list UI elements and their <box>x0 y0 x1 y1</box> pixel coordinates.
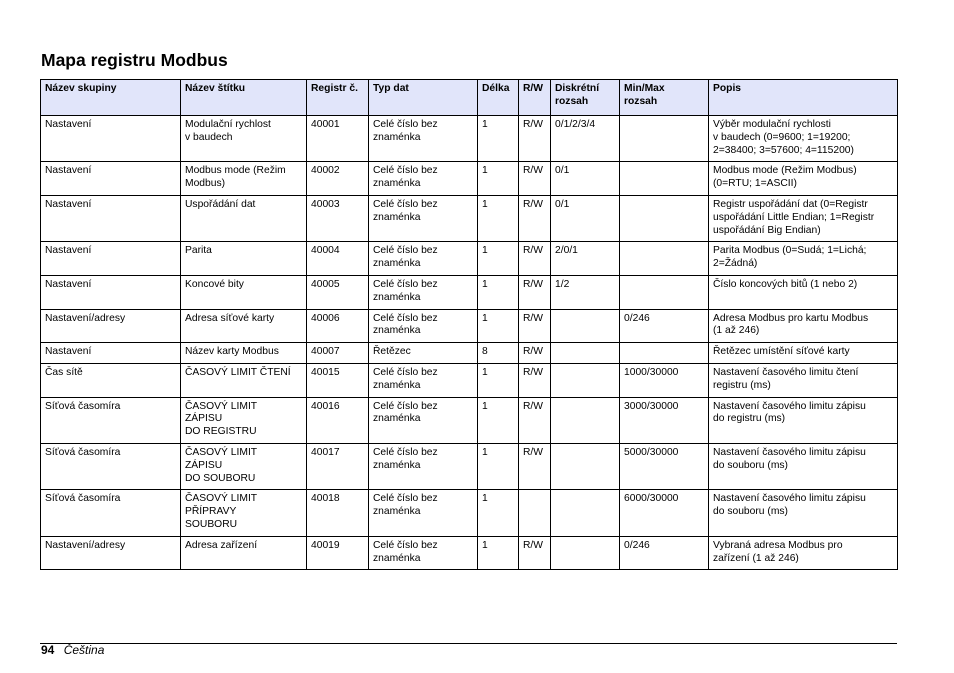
table-cell: 0/1 <box>551 195 620 241</box>
column-header: Diskrétní rozsah <box>551 80 620 116</box>
modbus-register-table <box>40 79 898 570</box>
table-cell: 40006 <box>307 309 369 343</box>
table-cell: R/W <box>519 397 551 443</box>
table-body <box>41 116 898 570</box>
table-cell: ČASOVÝ LIMIT ČTENÍ <box>181 363 307 397</box>
table-row <box>41 116 898 162</box>
table-cell: Výběr modulační rychlosti v baudech (0=9600; 1=19200; 2=38400; 3=57600; 4=115200) <box>709 116 898 162</box>
table-cell: Nastavení/adresy <box>41 309 181 343</box>
table-cell: 1 <box>478 162 519 196</box>
table-cell: R/W <box>519 195 551 241</box>
table-cell: 40002 <box>307 162 369 196</box>
table-cell: Celé číslo bez znaménka <box>369 443 478 489</box>
table-cell: 6000/30000 <box>620 490 709 536</box>
table-cell: Celé číslo bez znaménka <box>369 309 478 343</box>
column-header: Min/Max rozsah <box>620 80 709 116</box>
table-cell: Síťová časomíra <box>41 490 181 536</box>
table-cell: 0/246 <box>620 536 709 570</box>
table-cell: 0/246 <box>620 309 709 343</box>
column-header: Popis <box>709 80 898 116</box>
table-row <box>41 363 898 397</box>
table-cell <box>620 343 709 364</box>
table-cell: 1 <box>478 536 519 570</box>
table-row <box>41 443 898 489</box>
footer-divider <box>40 643 897 644</box>
column-header: Typ dat <box>369 80 478 116</box>
table-cell: 1 <box>478 275 519 309</box>
table-cell: Čas sítě <box>41 363 181 397</box>
table-cell: 40007 <box>307 343 369 364</box>
table-cell: Celé číslo bez znaménka <box>369 275 478 309</box>
table-cell: 40016 <box>307 397 369 443</box>
table-cell <box>551 536 620 570</box>
table-cell <box>551 443 620 489</box>
table-cell: 2/0/1 <box>551 242 620 276</box>
table-cell: Modulační rychlost v baudech <box>181 116 307 162</box>
column-header: Registr č. <box>307 80 369 116</box>
table-cell: Celé číslo bez znaménka <box>369 116 478 162</box>
table-cell: 40017 <box>307 443 369 489</box>
table-cell: 40018 <box>307 490 369 536</box>
table-cell: Celé číslo bez znaménka <box>369 536 478 570</box>
table-cell: Modbus mode (Režim Modbus) (0=RTU; 1=ASCII) <box>709 162 898 196</box>
page-title: Mapa registru Modbus <box>41 50 228 70</box>
table-cell: ČASOVÝ LIMIT ZÁPISU DO REGISTRU <box>181 397 307 443</box>
table-cell: Modbus mode (Režim Modbus) <box>181 162 307 196</box>
table-cell: Nastavení <box>41 162 181 196</box>
table-cell: Adresa zařízení <box>181 536 307 570</box>
table-cell <box>620 195 709 241</box>
table-cell <box>620 162 709 196</box>
table-row <box>41 309 898 343</box>
table-cell: Adresa síťové karty <box>181 309 307 343</box>
table-cell: Síťová časomíra <box>41 443 181 489</box>
table-cell: Koncové bity <box>181 275 307 309</box>
footer-language: Čeština <box>63 643 105 657</box>
table-cell: 1 <box>478 443 519 489</box>
table-cell: Nastavení <box>41 116 181 162</box>
table-cell: Celé číslo bez znaménka <box>369 397 478 443</box>
table-cell: Registr uspořádání dat (0=Registr uspořádání Little Endian; 1=Registr uspořádání Big Endian) <box>709 195 898 241</box>
table-cell: R/W <box>519 443 551 489</box>
table-cell: Síťová časomíra <box>41 397 181 443</box>
table-cell: R/W <box>519 162 551 196</box>
table-cell: 1 <box>478 309 519 343</box>
table-cell: Číslo koncových bitů (1 nebo 2) <box>709 275 898 309</box>
table-cell: R/W <box>519 242 551 276</box>
table-cell: Celé číslo bez znaménka <box>369 162 478 196</box>
table-cell: 1 <box>478 116 519 162</box>
table-cell: Celé číslo bez znaménka <box>369 242 478 276</box>
table-cell: Parita <box>181 242 307 276</box>
column-header: Délka <box>478 80 519 116</box>
table-cell: 40003 <box>307 195 369 241</box>
table-cell: R/W <box>519 363 551 397</box>
table-row <box>41 536 898 570</box>
table-cell: Nastavení časového limitu čtení registru (ms) <box>709 363 898 397</box>
table-row <box>41 275 898 309</box>
column-header: R/W <box>519 80 551 116</box>
table-cell: 40005 <box>307 275 369 309</box>
column-header: Název štítku <box>181 80 307 116</box>
table-cell: Uspořádání dat <box>181 195 307 241</box>
table-cell: 1 <box>478 195 519 241</box>
table-row <box>41 343 898 364</box>
table-cell: Nastavení časového limitu zápisu do souboru (ms) <box>709 443 898 489</box>
table-cell: Řetězec <box>369 343 478 364</box>
table-cell: Název karty Modbus <box>181 343 307 364</box>
table-cell <box>519 490 551 536</box>
table-cell: 8 <box>478 343 519 364</box>
table-row <box>41 162 898 196</box>
table-cell: ČASOVÝ LIMIT ZÁPISU DO SOUBORU <box>181 443 307 489</box>
table-row <box>41 490 898 536</box>
table-cell: 1000/30000 <box>620 363 709 397</box>
table-cell <box>620 242 709 276</box>
table-cell: Celé číslo bez znaménka <box>369 363 478 397</box>
table-cell <box>620 275 709 309</box>
table-cell: 3000/30000 <box>620 397 709 443</box>
table-cell: 1 <box>478 363 519 397</box>
table-cell: Celé číslo bez znaménka <box>369 490 478 536</box>
table-cell: 0/1/2/3/4 <box>551 116 620 162</box>
table-cell: Vybraná adresa Modbus pro zařízení (1 až 246) <box>709 536 898 570</box>
page-footer <box>41 643 104 657</box>
table-cell: Celé číslo bez znaménka <box>369 195 478 241</box>
table-cell: 40019 <box>307 536 369 570</box>
table-cell: 1/2 <box>551 275 620 309</box>
table-cell <box>620 116 709 162</box>
column-header: Název skupiny <box>41 80 181 116</box>
table-cell: R/W <box>519 536 551 570</box>
table-cell <box>551 343 620 364</box>
table-cell: 40001 <box>307 116 369 162</box>
table-cell: R/W <box>519 116 551 162</box>
table-row <box>41 242 898 276</box>
table-cell: Nastavení <box>41 195 181 241</box>
table-cell: Nastavení časového limitu zápisu do registru (ms) <box>709 397 898 443</box>
table-cell <box>551 309 620 343</box>
table-row <box>41 397 898 443</box>
table-cell: 0/1 <box>551 162 620 196</box>
table-cell: Parita Modbus (0=Sudá; 1=Lichá; 2=Žádná) <box>709 242 898 276</box>
table-cell: Nastavení časového limitu zápisu do souboru (ms) <box>709 490 898 536</box>
table-cell: 1 <box>478 242 519 276</box>
table-header-row <box>41 80 898 116</box>
table-cell: Adresa Modbus pro kartu Modbus (1 až 246) <box>709 309 898 343</box>
table-cell: 40004 <box>307 242 369 276</box>
table-cell: Nastavení <box>41 275 181 309</box>
table-cell: 1 <box>478 490 519 536</box>
table-cell: R/W <box>519 309 551 343</box>
table-cell: 1 <box>478 397 519 443</box>
table-cell <box>551 490 620 536</box>
table-cell: Nastavení <box>41 242 181 276</box>
table-cell: 5000/30000 <box>620 443 709 489</box>
page-number: 94 <box>41 643 55 657</box>
table-cell: 40015 <box>307 363 369 397</box>
table-cell: Nastavení/adresy <box>41 536 181 570</box>
table-cell: ČASOVÝ LIMIT PŘÍPRAVY SOUBORU <box>181 490 307 536</box>
table-cell: R/W <box>519 343 551 364</box>
table-cell <box>551 397 620 443</box>
table-row <box>41 195 898 241</box>
table-cell <box>551 363 620 397</box>
table-cell: R/W <box>519 275 551 309</box>
table-cell: Nastavení <box>41 343 181 364</box>
table-cell: Řetězec umístění síťové karty <box>709 343 898 364</box>
